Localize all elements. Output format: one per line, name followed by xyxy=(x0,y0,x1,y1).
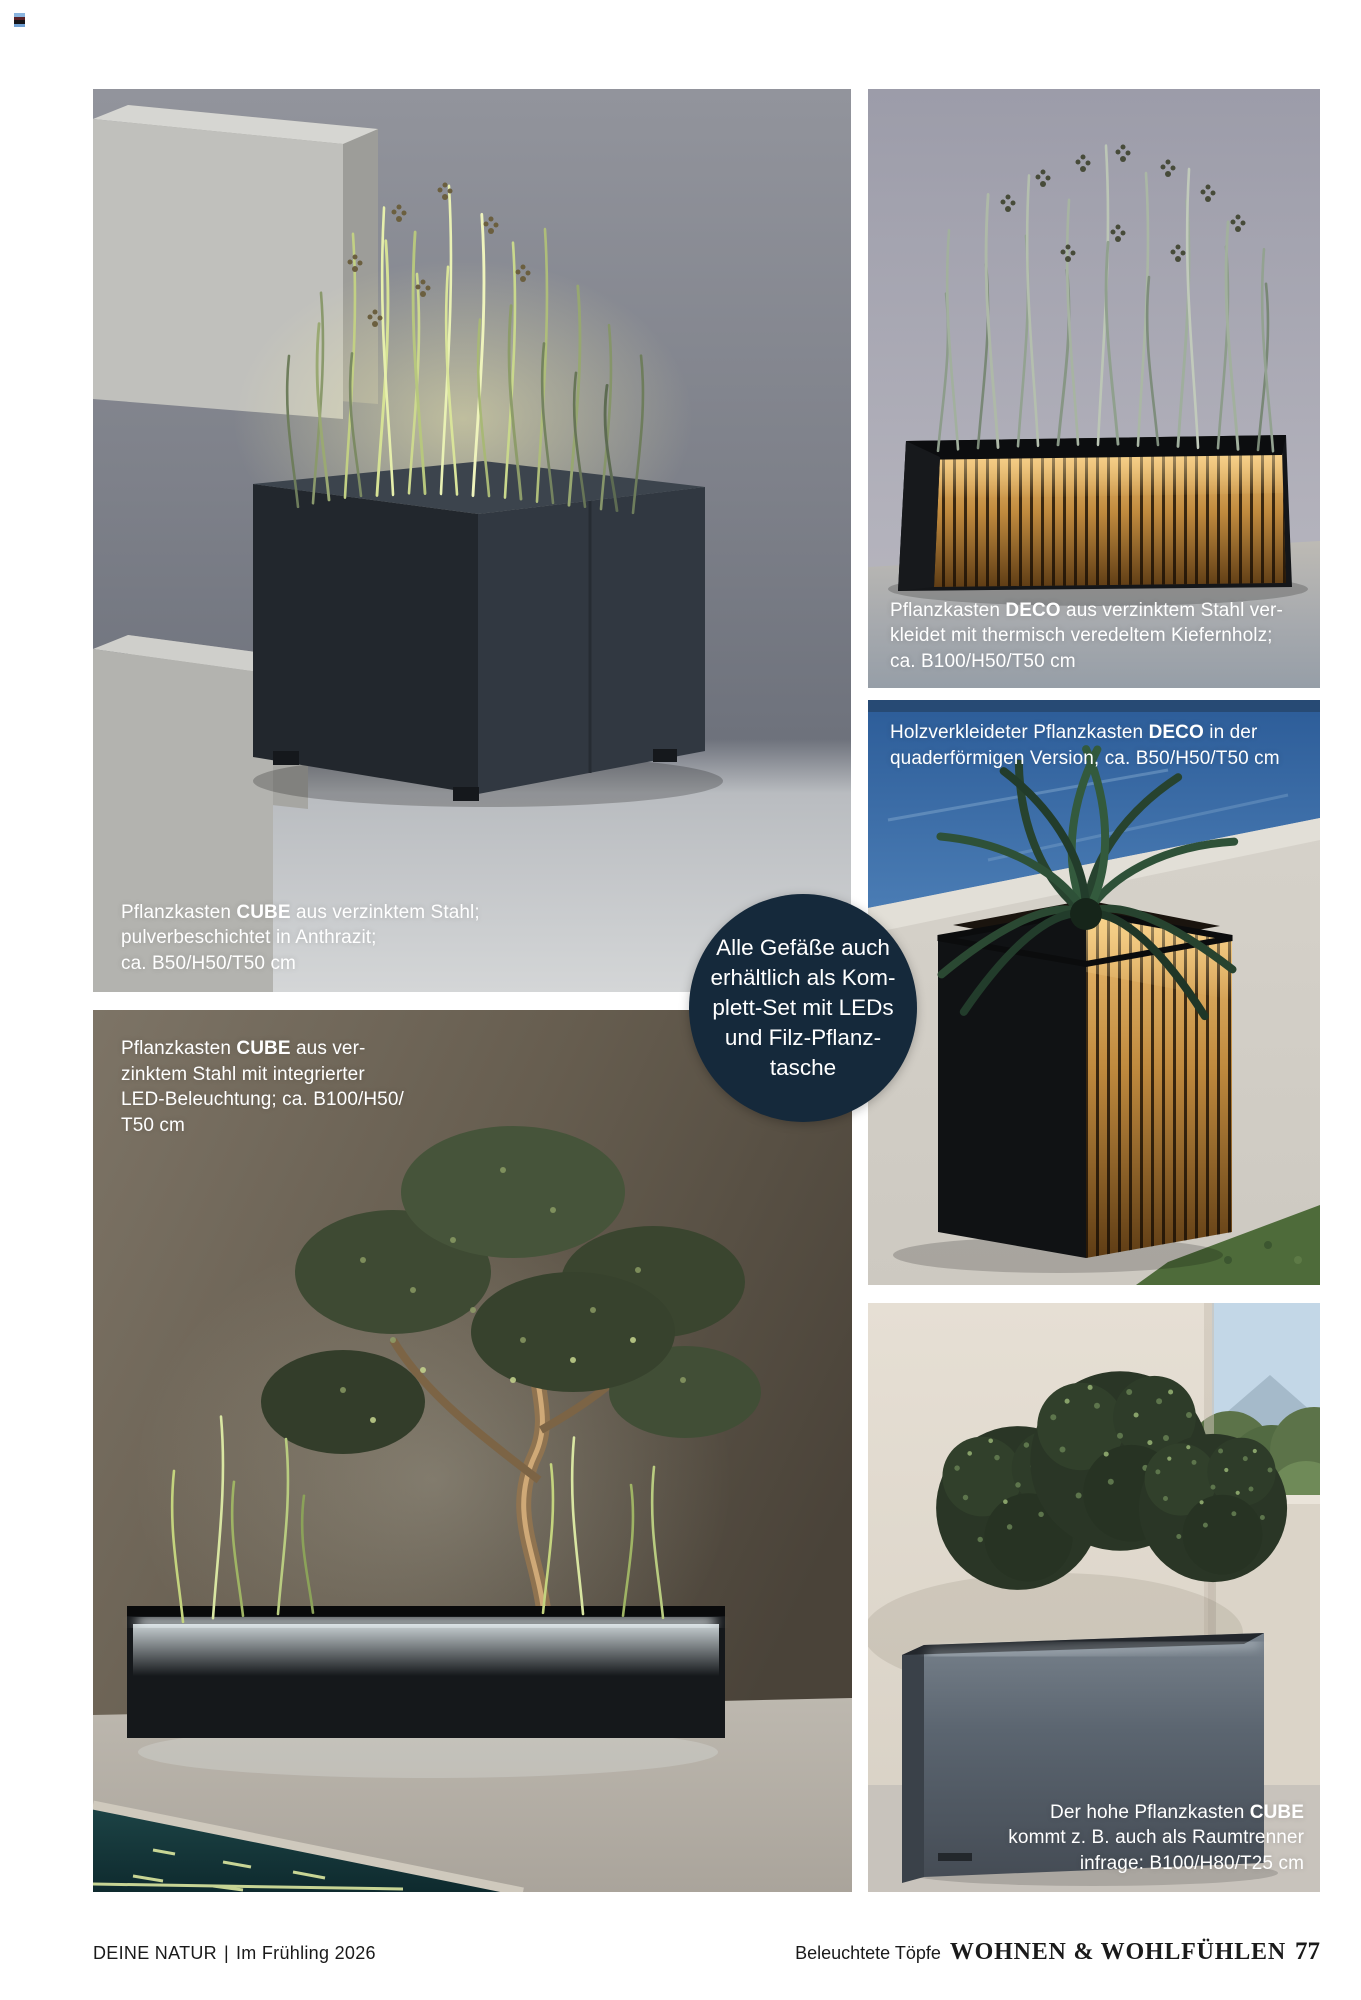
cube-anthracite-scene xyxy=(93,89,851,992)
page-footer xyxy=(93,1938,1320,1966)
caption-cube-led: Pflanzkasten CUBE aus ver- zinktem Stahl mit integrierter LED-Beleuchtung; ca. B100/H50/ T50 cm xyxy=(121,1038,404,1136)
footer-page-number: 77 xyxy=(1295,1938,1320,1965)
cube-tall-photo xyxy=(868,1303,1320,1892)
promo-badge xyxy=(689,894,917,1122)
cube-led-scene xyxy=(93,1010,852,1892)
cube-anthracite-photo xyxy=(93,89,851,992)
deco-long-photo xyxy=(868,89,1320,688)
deco-cube-pool-scene xyxy=(868,700,1320,1285)
footer-left xyxy=(93,1943,376,1964)
caption-deco-cube: Holzverkleideter Pflanzkasten DECO in der quaderförmigen Version, ca. B50/H50/T50 cm xyxy=(890,722,1280,769)
footer-brand: DEINE NATUR xyxy=(93,1943,217,1963)
caption-text: Pflanzkasten xyxy=(121,901,237,923)
promo-badge-text: Alle Gefäße auch erhältlich als Kom- plett-Set mit LEDs und Filz-Pflanz- tasche xyxy=(710,935,896,1080)
caption-deco-long: Pflanzkasten DECO aus verzinktem Stahl ver- kleidet mit thermisch veredeltem Kiefernholz; ca. B100/H50/T50 cm xyxy=(890,599,1283,672)
footer-separator: | xyxy=(223,1943,229,1963)
footer-issue: Im Frühling 2026 xyxy=(235,1943,376,1963)
caption-cube-anthracite: Pflanzkasten CUBE aus verzinktem Stahl; pulverbeschichtet in Anthrazit; ca. B50/H50/T50 cm xyxy=(121,901,480,974)
deco-cube-pool-photo xyxy=(868,700,1320,1285)
footer-magazine-name: WOHNEN & WOHLFÜHLEN xyxy=(949,1939,1286,1965)
cube-led-photo xyxy=(93,1010,852,1892)
footer-topic: Beleuchtete Töpfe xyxy=(795,1943,941,1963)
caption-cube-tall: Der hohe Pflanzkasten CUBE kommt z. B. auch als Raumtrenner infrage: B100/H80/T25 cm xyxy=(1008,1801,1304,1874)
print-registration-mark xyxy=(14,13,25,27)
footer-right xyxy=(795,1938,1320,1966)
